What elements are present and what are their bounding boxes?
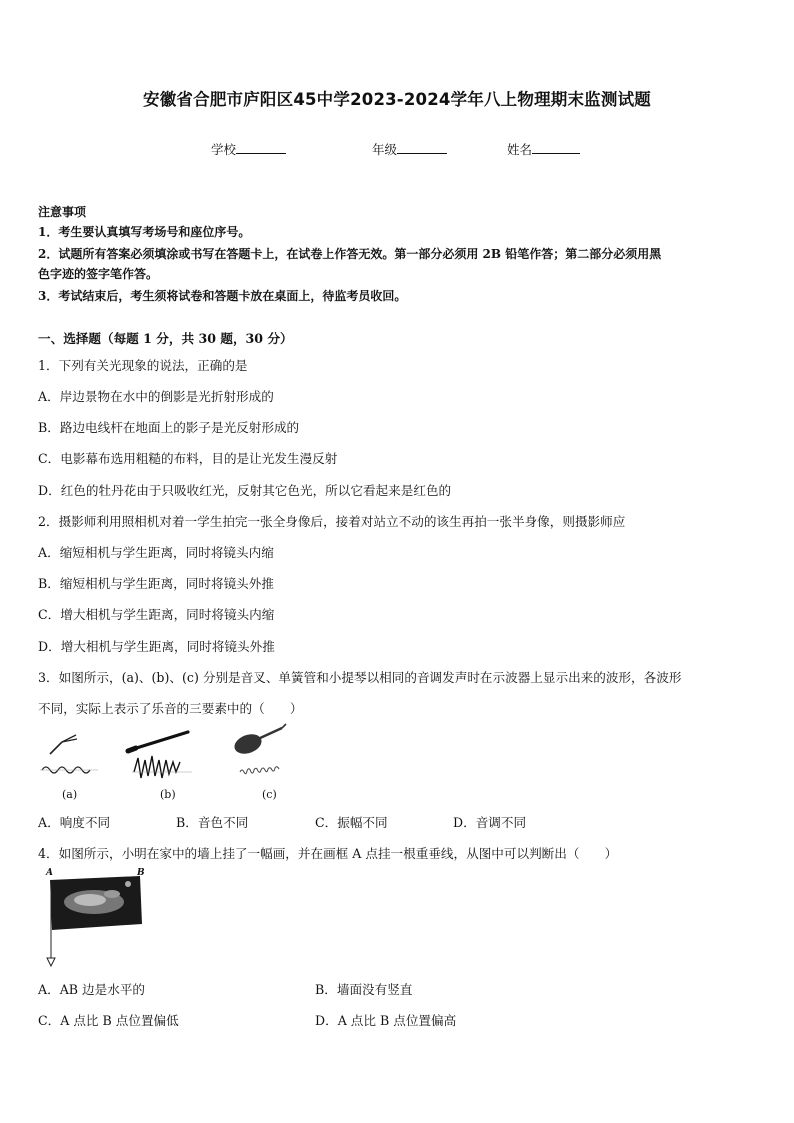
question-4-option-b: B．墙面没有竖直 [315, 982, 413, 997]
school-blank[interactable] [236, 141, 286, 154]
name-label: 姓名 [507, 142, 533, 157]
school-field [211, 140, 286, 158]
clarinet-icon [128, 732, 188, 751]
question-3-stem-cont: 不同，实际上表示了乐音的三要素中的（ ） [38, 701, 303, 716]
question-4-option-a: A．AB 边是水平的 [38, 982, 146, 997]
question-4-option-d: D．A 点比 B 点位置偏高 [315, 1013, 457, 1028]
painting-icon [50, 876, 142, 930]
question-2-stem: 2．摄影师利用照相机对着一学生拍完一张全身像后，接着对站立不动的该生再拍一张半身像，则摄影师应 [38, 514, 626, 529]
violin-figure [226, 722, 296, 782]
grade-blank[interactable] [397, 141, 447, 154]
figure-caption-b: (b) [160, 788, 176, 801]
question-1-option-b: B．路边电线杆在地面上的影子是光反射形成的 [38, 420, 300, 435]
question-2-option-a: A．缩短相机与学生距离，同时将镜头内缩 [38, 545, 274, 560]
figure-caption-c: (c) [262, 788, 277, 801]
tuning-fork-figure [40, 732, 100, 782]
violin-icon [232, 724, 286, 757]
label-a: A [46, 868, 53, 878]
question-2-option-d: D．增大相机与学生距离，同时将镜头外推 [38, 639, 275, 654]
notice-heading: 注意事项 [38, 205, 87, 219]
school-label: 学校 [211, 142, 237, 157]
notice-item: 1．考生要认真填写考场号和座位序号。 [38, 225, 251, 239]
notice-item: 2．试题所有答案必须填涂或书写在答题卡上，在试卷上作答无效。第一部分必须用 2B 铅笔作答；第二部分必须用黑 [38, 247, 662, 261]
exam-title: 安徽省合肥市庐阳区45中学2023-2024学年八上物理期末监测试题 [143, 90, 651, 109]
question-4-option-c: C．A 点比 B 点位置偏低 [38, 1013, 179, 1028]
name-field [507, 140, 580, 158]
question-3-stem: 3．如图所示，(a)、(b)、(c) 分别是音叉、单簧管和小提琴以相同的音调发声时在示波器上显示出来的波形，各波形 [38, 670, 682, 685]
section-heading: 一、选择题（每题 1 分，共 30 题，30 分） [38, 331, 293, 346]
question-1-option-d: D．红色的牡丹花由于只吸收红光，反射其它色光，所以它看起来是红色的 [38, 483, 452, 498]
notice-item: 色字迹的签字笔作答。 [38, 267, 159, 281]
question-2-option-b: B．缩短相机与学生距离，同时将镜头外推 [38, 576, 274, 591]
name-blank[interactable] [532, 141, 580, 154]
grade-label: 年级 [372, 142, 398, 157]
question-3-option-b: B．音色不同 [176, 815, 249, 830]
question-3-option-c: C．振幅不同 [315, 815, 388, 830]
question-1-option-c: C．电影幕布选用粗糙的布料，目的是让光发生漫反射 [38, 451, 338, 466]
question-2-option-c: C．增大相机与学生距离，同时将镜头内缩 [38, 607, 275, 622]
tuning-fork-icon [50, 735, 77, 754]
notice-item: 3．考试结束后，考生须将试卷和答题卡放在桌面上，待监考员收回。 [38, 289, 407, 303]
waveform-b [134, 756, 180, 778]
question-3-option-a: A．响度不同 [38, 815, 111, 830]
painting-plumb-figure [42, 868, 146, 970]
clarinet-figure [124, 728, 196, 784]
grade-field [372, 140, 447, 158]
waveform-c [240, 767, 279, 774]
question-3-option-d: D．音调不同 [453, 815, 527, 830]
question-4-stem: 4．如图所示，小明在家中的墙上挂了一幅画，并在画框 A 点挂一根重垂线，从图中可以判断出（ ） [38, 846, 618, 861]
question-1-stem: 1．下列有关光现象的说法，正确的是 [38, 358, 248, 373]
question-1-option-a: A．岸边景物在水中的倒影是光折射形成的 [38, 389, 274, 404]
figure-caption-a: (a) [62, 788, 78, 801]
label-b: B [137, 868, 145, 878]
